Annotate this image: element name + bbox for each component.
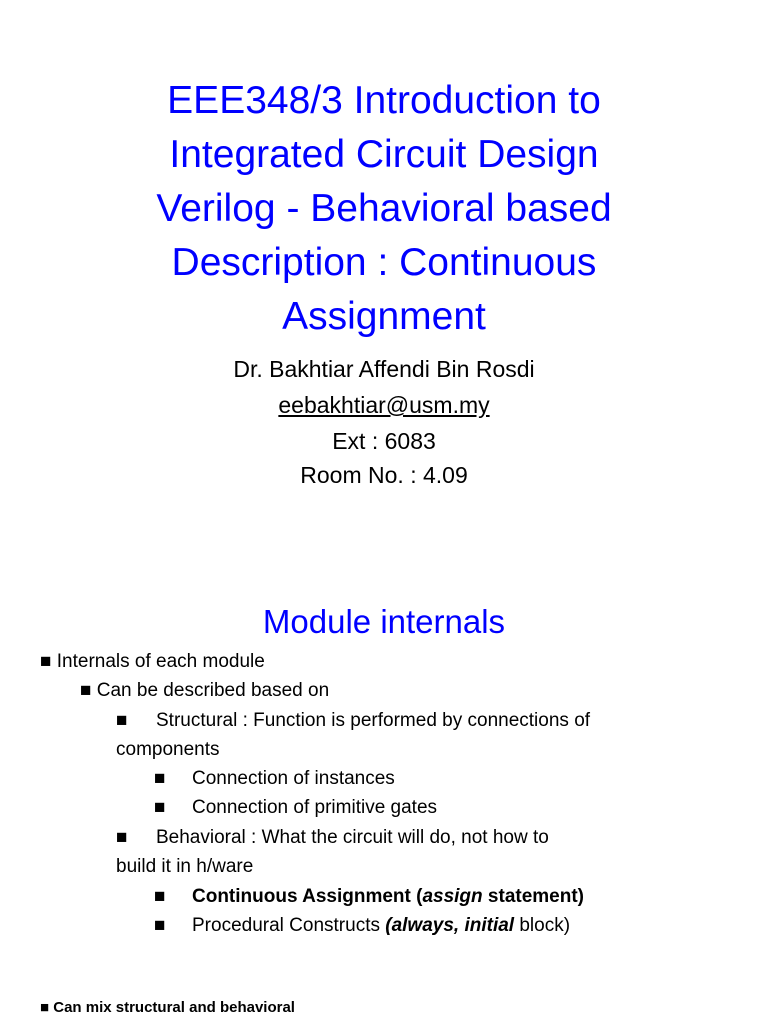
bullet-structural-cont: components: [116, 739, 220, 760]
title-line: Integrated Circuit Design: [169, 133, 599, 176]
bullet-conn-instances: [154, 767, 395, 791]
keyword-assign: assign: [422, 886, 483, 907]
bullet-text-bold: statement): [482, 886, 585, 907]
bullet-described: [80, 679, 329, 703]
bullet-text: Structural : Function is performed by connections of: [156, 710, 591, 731]
bullet-structural: [116, 709, 590, 733]
bullet-behavioral: [116, 826, 549, 850]
bullet-continuous-assignment: [154, 885, 584, 909]
bullet-square-icon: ■: [116, 710, 128, 731]
title-line: Verilog - Behavioral based: [156, 187, 612, 230]
bullet-square-icon: ■: [40, 999, 50, 1016]
bullet-procedural: [154, 914, 570, 938]
bullet-square-icon: ■: [40, 651, 52, 672]
title-line: Description : Continuous: [171, 241, 597, 284]
email-link[interactable]: eebakhtiar@usm.my: [278, 392, 490, 418]
title-line: EEE348/3 Introduction to: [167, 79, 601, 122]
bullet-square-icon: ■: [154, 886, 166, 907]
bullet-square-icon: ■: [154, 768, 166, 789]
section-title: Module internals: [262, 603, 506, 640]
slide-title: [0, 74, 768, 344]
email-line: [0, 390, 768, 420]
bullet-internals: [40, 650, 265, 674]
bullet-text-bold: Continuous Assignment (: [192, 886, 423, 907]
bullet-behavioral-cont: build it in h/ware: [116, 856, 254, 877]
bullet-mix: [40, 996, 295, 1020]
bullet-square-icon: ■: [154, 797, 166, 818]
bullet-text: Internals of each module: [56, 651, 265, 672]
bullet-text: Can be described based on: [96, 680, 330, 701]
bullet-text: Procedural Constructs: [192, 915, 386, 936]
room-number: Room No. : 4.09: [300, 462, 468, 488]
bullet-square-icon: ■: [116, 827, 128, 848]
bullet-text: Can mix structural and behavioral: [53, 999, 295, 1016]
bullet-square-icon: ■: [80, 680, 92, 701]
extension: Ext : 6083: [332, 428, 436, 454]
title-line: Assignment: [282, 295, 486, 338]
bullet-text: Connection of primitive gates: [192, 797, 438, 818]
author-name: Dr. Bakhtiar Affendi Bin Rosdi: [233, 356, 535, 382]
bullet-text: block): [514, 915, 571, 936]
keyword-always-initial: (always, initial: [385, 915, 515, 936]
bullet-text: Connection of instances: [192, 768, 395, 789]
bullet-square-icon: ■: [154, 915, 166, 936]
bullet-text: Behavioral : What the circuit will do, not how to: [156, 827, 549, 848]
bullet-conn-primitive: [154, 796, 437, 820]
